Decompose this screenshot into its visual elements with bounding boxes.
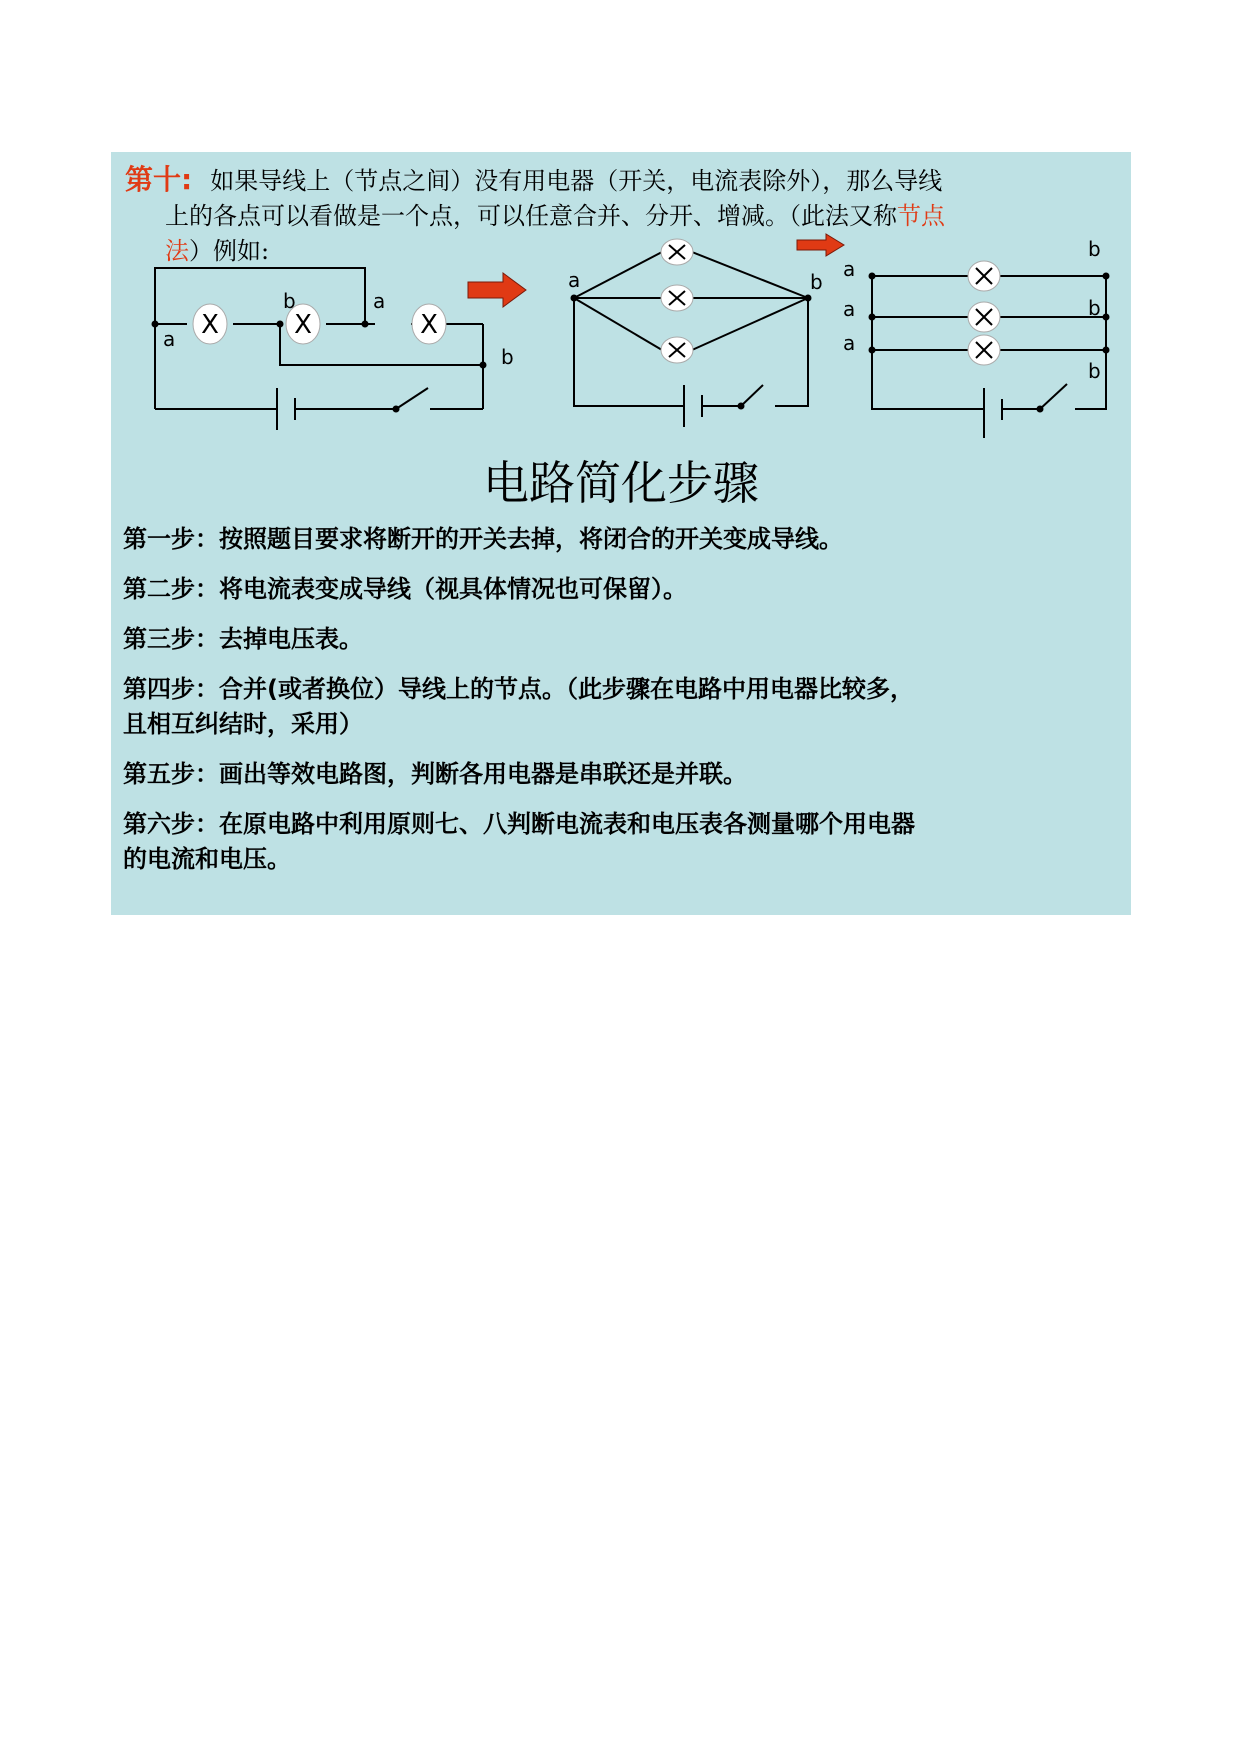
lamp-2-icon: X bbox=[294, 310, 312, 340]
simplified-circuit-diagram bbox=[574, 252, 808, 406]
node-label-a: a bbox=[373, 289, 386, 313]
node-label-a: a bbox=[163, 327, 176, 351]
node-label-b: b bbox=[1088, 359, 1101, 383]
node-label-a: a bbox=[843, 331, 856, 355]
lamp-icon bbox=[193, 304, 446, 344]
step-3: 第三步：去掉电压表。 bbox=[123, 625, 363, 653]
step-2: 第二步：将电流表变成导线（视具体情况也可保留）。 bbox=[123, 575, 687, 603]
node-label-b: b bbox=[1088, 237, 1101, 261]
lamp-3-icon: X bbox=[420, 310, 438, 340]
rule-line-2: 上的各点可以看做是一个点，可以任意合并、分开、增减。（此法又称 bbox=[165, 202, 897, 230]
rule-highlight-method: 法 bbox=[165, 237, 189, 265]
node-label-b: b bbox=[1088, 296, 1101, 320]
step-6: 第六步：在原电路中利用原则七、八判断电流表和电压表各测量哪个用电器 的电流和电压。 bbox=[123, 810, 915, 873]
node-label-a: a bbox=[568, 268, 581, 292]
rule-line-1: 如果导线上（节点之间）没有用电器（开关，电流表除外），那么导线 bbox=[210, 167, 943, 195]
step-4: 第四步：合并(或者换位）导线上的节点。（此步骤在电路中用电器比较多， 且相互纠结时，采用） bbox=[123, 675, 914, 738]
step-1: 第一步：按照题目要求将断开的开关去掉，将闭合的开关变成导线。 bbox=[123, 525, 843, 553]
arrow-right-icon bbox=[797, 234, 844, 256]
node-label-a: a bbox=[843, 257, 856, 281]
step-5: 第五步：画出等效电路图，判断各用电器是串联还是并联。 bbox=[123, 760, 747, 788]
steps-list bbox=[123, 522, 1113, 892]
rule-line-3: ）例如: bbox=[189, 237, 270, 265]
section-title: 电路简化步骤 bbox=[483, 456, 759, 510]
node-label-a: a bbox=[843, 297, 856, 321]
circuit-diagrams bbox=[111, 152, 1131, 452]
node-label-b: b bbox=[283, 289, 296, 313]
node-label-b: b bbox=[501, 345, 514, 369]
node-label-b: b bbox=[810, 270, 823, 294]
arrow-right-icon bbox=[468, 273, 526, 307]
rule-highlight-node: 节点 bbox=[897, 202, 945, 230]
rule-label: 第十: bbox=[125, 163, 193, 196]
slide bbox=[111, 152, 1131, 915]
lamp-1-icon: X bbox=[201, 310, 219, 340]
